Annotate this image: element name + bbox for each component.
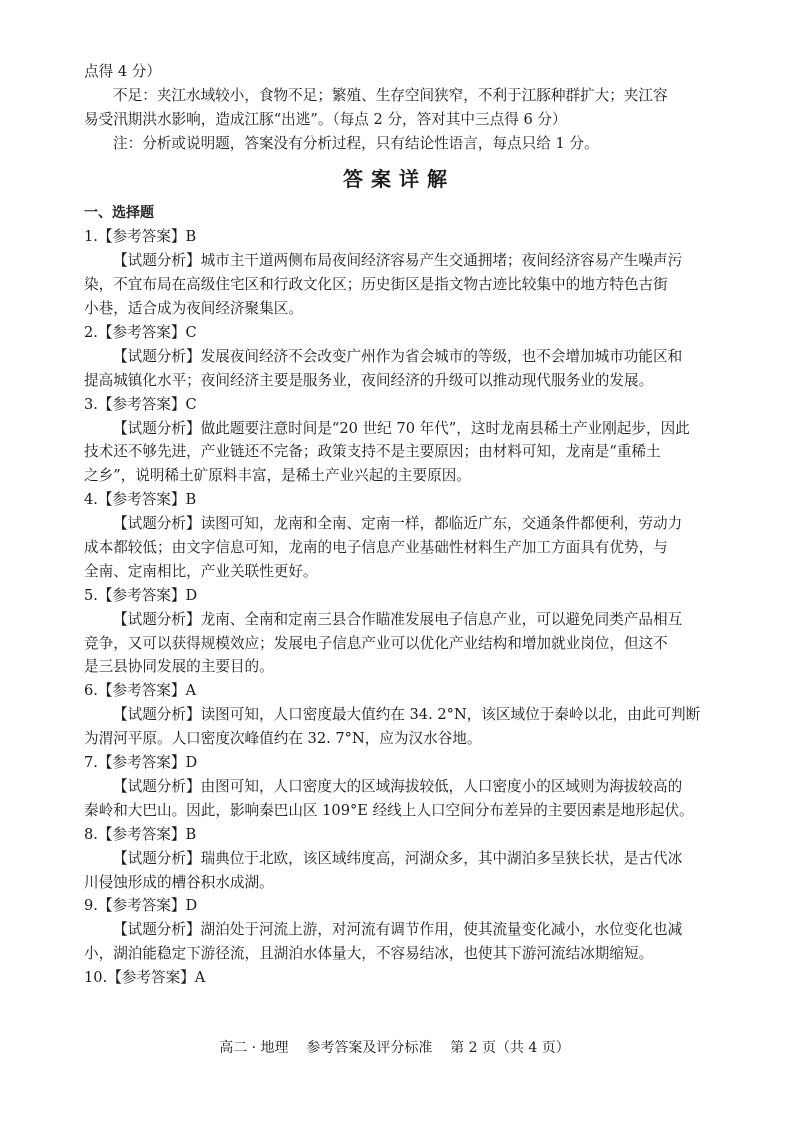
analysis-line: 成本都较低；由文字信息可知，龙南的电子信息产业基础性材料生产加工方面具有优势，与 [84, 539, 668, 557]
text-line: 易受汛期洪水影响，造成江豚“出逃”。（每点 2 分，答对其中三点得 6 分） [84, 110, 567, 128]
answer-key: 10.【参考答案】A [84, 969, 206, 987]
analysis-line: 【试题分析】龙南、全南和定南三县合作瞄准发展电子信息产业，可以避免同类产品相互 [113, 610, 683, 628]
section-title: 答案详解 [343, 166, 455, 191]
answer-key: 3.【参考答案】C [84, 395, 197, 413]
section-heading: 一、选择题 [84, 204, 154, 221]
answer-key: 5.【参考答案】D [84, 586, 198, 604]
analysis-line: 【试题分析】读图可知，人口密度最大值约在 34. 2°N，该区域位于秦岭以北，由此可判断 [113, 706, 701, 724]
analysis-line: 之乡”，说明稀土矿原料丰富，是稀土产业兴起的主要原因。 [84, 467, 471, 485]
answer-key: 4.【参考答案】B [84, 491, 197, 509]
analysis-line: 染，不宜布局在高级住宅区和行政文化区；历史街区是指文物古迹比较集中的地方特色古街 [84, 276, 668, 294]
text-line: 点得 4 分） [84, 63, 161, 80]
analysis-line: 全南、定南相比，产业关联性更好。 [84, 562, 318, 580]
note-line: 注：分析或说明题，答案没有分析过程，只有结论性语言，每点只给 1 分。 [113, 134, 599, 152]
analysis-line: 技术还不够先进，产业链还不完备；政策支持不是主要原因；由材料可知，龙南是“重稀土 [84, 443, 661, 461]
analysis-line: 竞争，又可以获得规模效应；发展电子信息产业可以优化产业结构和增加就业岗位，但这不 [84, 634, 668, 652]
analysis-line: 川侵蚀形成的槽谷积水成湖。 [84, 873, 274, 891]
analysis-line: 是三县协同发展的主要目的。 [84, 658, 274, 676]
answer-key: 7.【参考答案】D [84, 754, 198, 772]
page-footer: 高二 · 地理 参考答案及评分标准 第 2 页（共 4 页） [219, 1040, 570, 1056]
analysis-line: 【试题分析】做此题要注意时间是“20 世纪 70 年代”，这时龙南县稀土产业刚起步，因此 [113, 419, 690, 437]
analysis-line: 【试题分析】由图可知，人口密度大的区域海拔较低，人口密度小的区域则为海拔较高的 [113, 777, 683, 795]
text-line: 不足：夹江水域较小，食物不足；繁殖、生存空间狭窄，不利于江豚种群扩大；夹江容 [113, 86, 668, 104]
answer-key: 9.【参考答案】D [84, 897, 198, 915]
analysis-line: 【试题分析】瑞典位于北欧，该区域纬度高，河湖众多，其中湖泊多呈狭长状，是古代冰 [113, 849, 683, 867]
answer-key: 2.【参考答案】C [84, 324, 197, 342]
answer-key: 1.【参考答案】B [84, 228, 197, 246]
answer-key: 6.【参考答案】A [84, 682, 197, 700]
analysis-line: 【试题分析】发展夜间经济不会改变广州作为省会城市的等级，也不会增加城市功能区和 [113, 347, 683, 365]
analysis-line: 为渭河平原。人口密度次峰值约在 32. 7°N，应为汉水谷地。 [84, 730, 482, 748]
document-page [84, 60, 714, 990]
analysis-line: 小，湖泊能稳定下游径流，且湖泊水体量大，不容易结冰，也使其下游河流结冰期缩短。 [84, 945, 654, 963]
answer-key: 8.【参考答案】B [84, 825, 197, 843]
analysis-line: 小巷，适合成为夜间经济聚集区。 [84, 300, 303, 318]
analysis-line: 【试题分析】湖泊处于河流上游，对河流有调节作用，使其流量变化减小，水位变化也减 [113, 921, 683, 939]
analysis-line: 秦岭和大巴山。因此，影响秦巴山区 109°E 经线上人口空间分布差异的主要因素是地形起伏。 [84, 801, 694, 819]
analysis-line: 【试题分析】城市主干道两侧布局夜间经济容易产生交通拥堵；夜间经济容易产生噪声污 [113, 252, 683, 270]
analysis-line: 提高城镇化水平；夜间经济主要是服务业，夜间经济的升级可以推动现代服务业的发展。 [84, 371, 654, 389]
analysis-line: 【试题分析】读图可知，龙南和全南、定南一样，都临近广东，交通条件都便利，劳动力 [113, 515, 683, 533]
